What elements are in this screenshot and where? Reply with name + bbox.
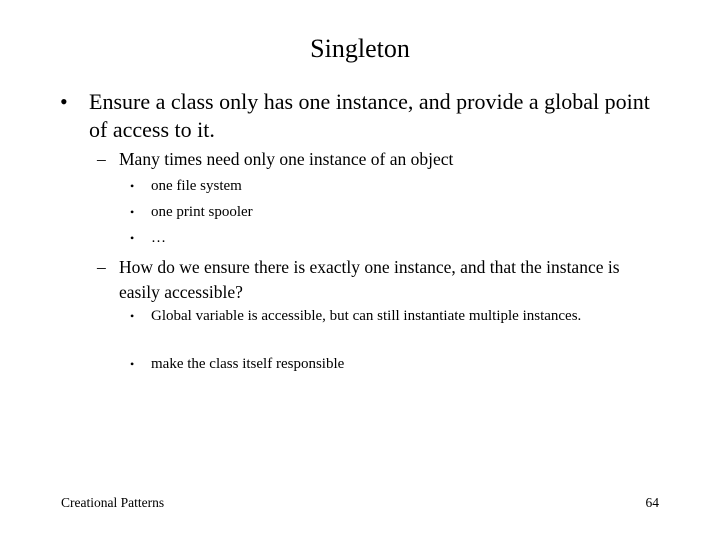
dash-marker: – [97,257,106,277]
list-item-text: one print spooler [151,204,253,220]
list-item-ellipsis [130,227,610,249]
list-item-text: Global variable is accessible, but can still instantiate multiple instances. [151,308,582,324]
sub-bullet-many-times [97,147,637,172]
bullet-marker: • [130,357,135,371]
bullet-main [60,88,660,144]
list-item-text: make the class itself responsible [151,356,345,372]
list-item-file-system [130,175,610,197]
bullet-marker: • [130,309,135,323]
list-item-global-variable [130,305,610,327]
bullet-marker: • [130,205,135,219]
bullet-marker: • [130,231,135,245]
dash-marker: – [97,149,106,169]
footer-label: Creational Patterns [61,495,165,510]
bullet-marker: • [60,89,68,114]
list-item-text: one file system [151,178,242,194]
slide-title: Singleton [310,34,410,63]
list-item-class-responsible [130,353,610,375]
list-item-text: … [151,230,166,246]
bullet-marker: • [130,179,135,193]
sub-bullet-how-ensure [97,255,637,305]
sub-bullet-text: Many times need only one instance of an object [119,149,454,169]
bullet-text: Ensure a class only has one instance, and provide a global point of access to it. [89,89,650,142]
page-number: 64 [645,495,659,510]
sub-bullet-text: How do we ensure there is exactly one instance, and that the instance is easily accessible? [119,257,620,302]
list-item-print-spooler [130,201,610,223]
